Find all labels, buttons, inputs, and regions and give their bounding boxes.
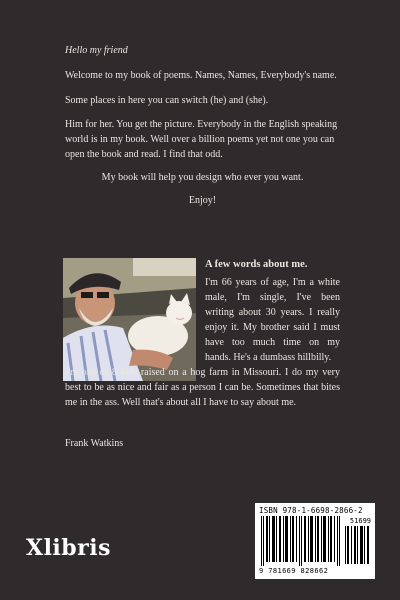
about-text-part1: I'm 66 years of age, I'm a white male, I'm single, I've been writing about 30 years. I really enjoy it. My brother said I must have too much time on my hands. He's a dumbass hillbilly. [205,277,340,363]
about-heading: A few words about me. [205,259,308,270]
intro-paragraph-3: Him for her. You get the picture. Everybody in the English speaking world is in my book. Well over a billion poems yet not one you can open the book and read. I find that odd. [65,119,338,160]
price-code: 51699 [349,517,371,525]
enjoy-line: Enjoy! [188,195,217,206]
intro-paragraph-1: Welcome to my book of poems. Names, Names, Everybody's name. [65,70,337,81]
isbn-barcode [255,503,375,579]
barcode-bars [259,516,343,566]
author-signature: Frank Watkins [65,438,124,449]
greeting: Hello my friend [65,45,128,56]
closing-line: My book will help you design who ever you want. [101,172,304,183]
isbn-number: ISBN 978-1-6698-2866-2 [259,506,363,515]
publisher-logo: Xlibris [26,535,112,561]
barcode-digits: 9 781669 828662 [259,567,329,575]
author-photo [63,258,196,381]
about-text-part2: I'm one of 8 kids raised on a hog farm in Missouri. I do my very best to be as nice and fair as a person I can be. Sometimes that bites me in the ass. Well that's about all I have to say about me. [65,367,340,408]
intro-paragraph-2: Some places in here you can switch (he) and (she). [65,95,269,106]
barcode-addon-bars [345,526,371,564]
